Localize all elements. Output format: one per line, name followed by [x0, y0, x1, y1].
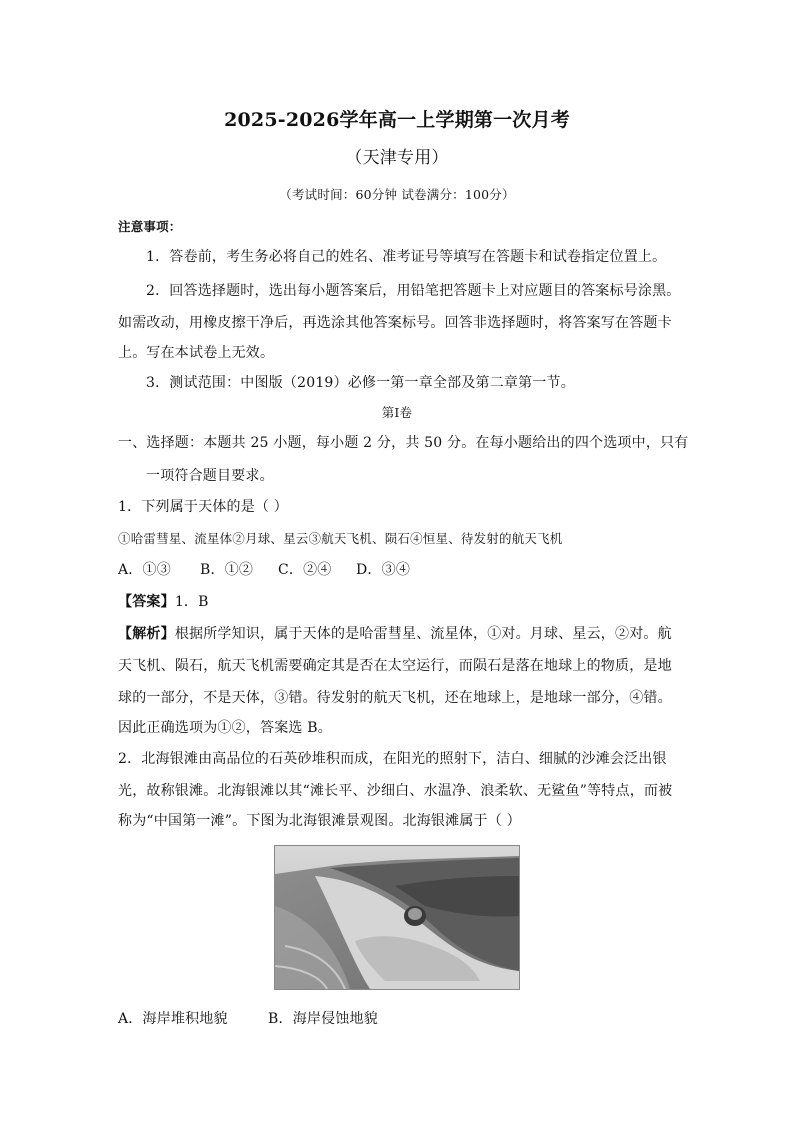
section-intro-line-1: 一、选择题：本题共 25 小题，每小题 2 分，共 50 分。在每小题给出的四个选项中，只有: [118, 435, 689, 451]
analysis-text: 根据所学知识，属于天体的是哈雷彗星、流星体，①对。月球、星云，②对。航: [174, 626, 672, 642]
q1-analysis-line-4: 因此正确选项为①②，答案选 B。: [118, 720, 332, 736]
exam-title: 2025-2026学年高一上学期第一次月考: [224, 109, 570, 131]
q1-analysis-line-2: 天飞机、陨石，航天飞机需要确定其是否在太空运行，而陨石是落在地球上的物质，是地: [118, 658, 672, 674]
q2-option-b: B．海岸侵蚀地貌: [268, 1011, 378, 1027]
answer-label: 【答案】: [118, 594, 175, 610]
note-item-2-line-1: 2．回答选择题时，选出每小题答案后，用铅笔把答题卡上对应题目的答案标号涂黑。: [146, 283, 681, 299]
q1-analysis-line-3: 球的一部分，不是天体，③错。待发射的航天飞机，还在地球上，是地球一部分，④错。: [118, 690, 672, 706]
note-item-2-line-3: 上。写在本试卷上无效。: [118, 345, 275, 361]
note-item-3: 3．测试范围：中图版（2019）必修一第一章全部及第二章第一节。: [146, 375, 575, 391]
q2-stem-line-3: 称为“中国第一滩”。下图为北海银滩景观图。北海银滩属于（ ）: [118, 813, 521, 829]
q1-stem: 1．下列属于天体的是（ ）: [118, 499, 288, 515]
q1-option-a: A．①③: [118, 562, 171, 578]
beach-landscape-image: [274, 845, 520, 990]
q1-option-b: B．①②: [200, 562, 254, 578]
q1-items: ①哈雷彗星、流星体②月球、星云③航天飞机、陨石④恒星、待发射的航天飞机: [118, 531, 563, 546]
exam-subtitle: （天津专用）: [345, 148, 449, 168]
analysis-label: 【解析】: [118, 626, 175, 642]
exam-info: （考试时间：60分钟 试卷满分：100分）: [279, 187, 515, 202]
answer-value: 1．B: [174, 594, 209, 610]
section-intro-line-2: 一项符合题目要求。: [146, 468, 274, 484]
beach-photo-illustration: [275, 846, 519, 989]
q1-answer: [118, 593, 209, 611]
volume-heading: 第Ⅰ卷: [381, 405, 413, 420]
q2-options: [118, 1010, 378, 1028]
notes-heading: 注意事项：: [118, 219, 182, 234]
q1-analysis-line-1: [118, 625, 672, 643]
note-item-1: 1．答卷前，考生务必将自己的姓名、准考证号等填写在答题卡和试卷指定位置上。: [146, 249, 667, 265]
q2-option-a: A．海岸堆积地貌: [118, 1011, 228, 1027]
q2-stem-line-1: 2．北海银滩由高品位的石英砂堆积而成，在阳光的照射下，洁白、细腻的沙滩会泛出银: [118, 751, 667, 767]
q1-options: [118, 561, 410, 579]
q2-stem-line-2: 光，故称银滩。北海银滩以其“滩长平、沙细白、水温净、浪柔软、无鲨鱼”等特点，而被: [118, 783, 673, 799]
q1-option-d: D．③④: [356, 562, 411, 578]
note-item-2-line-2: 如需改动，用橡皮擦干净后，再选涂其他答案标号。回答非选择题时，将答案写在答题卡: [118, 315, 672, 331]
q1-option-c: C．②④: [278, 562, 332, 578]
